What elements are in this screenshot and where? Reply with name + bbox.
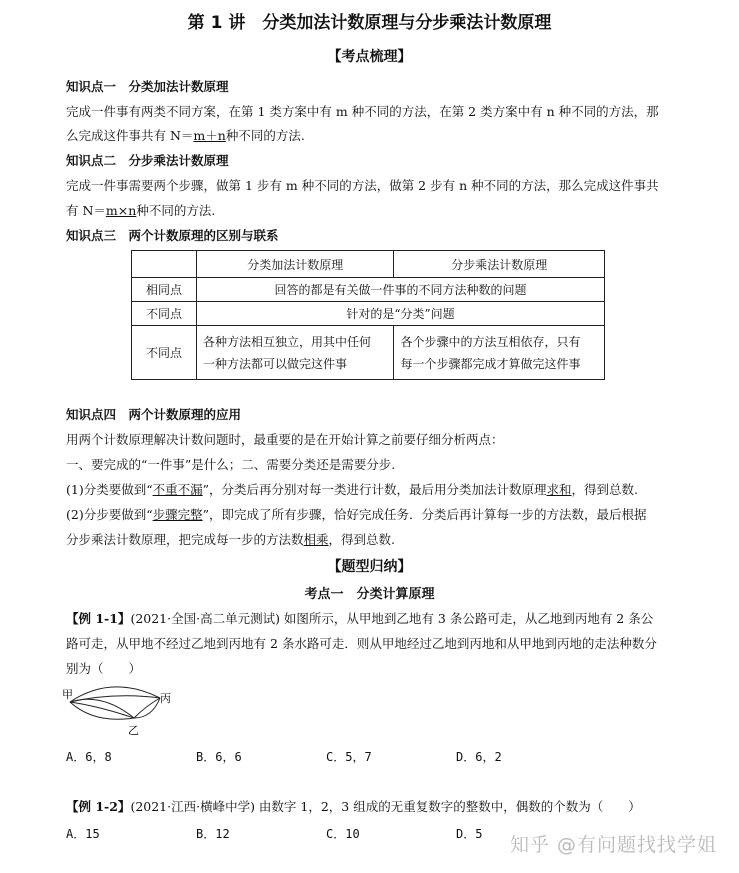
table-cell-line: 一种方法都可以做完这件事 xyxy=(203,356,348,371)
table-header-multiplicative: 分步乘法计数原理 xyxy=(394,251,605,278)
table-row-label: 不同点 xyxy=(132,302,197,326)
table-cell xyxy=(197,326,394,380)
road-2 xyxy=(70,702,134,718)
kp2-heading: 知识点二 分步乘法计数原理 xyxy=(66,153,229,168)
kp2-line2-pre: 有 N＝ xyxy=(66,203,106,218)
kp4-line1: 用两个计数原理解决计数问题时，最重要的是在开始计算之前要仔细分析两点： xyxy=(66,432,504,447)
kp1-formula: m＋n xyxy=(193,128,226,143)
road-5 xyxy=(134,698,160,718)
kp1-line2 xyxy=(66,126,305,144)
table-cell-line: 各个步骤中的方法互相依存，只有 xyxy=(400,334,581,349)
option-b[interactable]: B．12 xyxy=(196,827,230,841)
table-cell-line: 各种方法相互独立，用其中任何 xyxy=(203,334,372,349)
kp2-line2-post: 种不同的方法. xyxy=(136,203,216,218)
kp1-line2-pre: 么完成这件事共有 N＝ xyxy=(66,128,194,143)
route-diagram xyxy=(62,684,182,736)
waterway-2 xyxy=(70,696,160,702)
ex2-line1 xyxy=(66,797,641,815)
option-d[interactable]: D．5 xyxy=(456,827,483,841)
table-row-label: 相同点 xyxy=(132,278,197,302)
kp4-line4 xyxy=(66,505,647,523)
text-span: ，得到总数. xyxy=(328,532,396,547)
kp1-line2-post: 种不同的方法. xyxy=(225,128,305,143)
text-span: ”，分类后再分别对每一类进行计数，最后用分类加法计数原理 xyxy=(202,482,547,497)
kp4-line2: 一、要完成的“一件事”是什么；二、需要分类还是需要分步. xyxy=(66,457,396,472)
option-c[interactable]: C．10 xyxy=(326,827,360,841)
text-span: (2021·江西·横峰中学) 由数字 1，2，3 组成的无重复数字的整数中，偶数的个数为（ ） xyxy=(130,799,641,814)
underlined-term: 求和 xyxy=(546,482,572,497)
ex1-line2: 路可走，从甲地不经过乙地到丙地有 2 条水路可走．则从甲地经过乙地到丙地和从甲地到丙地的走法种数分 xyxy=(66,636,657,651)
text-span: (2021·全国·高二单元测试) 如图所示，从甲地到乙地有 3 条公路可走，从乙地到丙地有 2 条公 xyxy=(130,611,654,626)
option-a[interactable]: A．6，8 xyxy=(66,750,112,764)
kp1-heading: 知识点一 分类加法计数原理 xyxy=(66,79,229,94)
topic-heading: 考点一 分类计算原理 xyxy=(304,587,435,602)
table-row-label: 不同点 xyxy=(132,326,197,380)
option-b[interactable]: B．6，6 xyxy=(196,750,242,764)
text-span: ，得到总数. xyxy=(571,482,639,497)
text-span: (1)分类要做到“ xyxy=(66,482,153,497)
ex2-options xyxy=(66,823,586,842)
option-c[interactable]: C．5，7 xyxy=(326,750,372,764)
kp4-line5 xyxy=(66,530,395,548)
table-cell: 回答的都是有关做一件事的不同方法种数的问题 xyxy=(197,278,605,302)
fig-label-jia: 甲 xyxy=(62,688,73,701)
ex1-line3: 别为（ ） xyxy=(66,661,142,676)
watermark: 知乎 @有问题找找学姐 xyxy=(509,834,717,856)
text-span: ”，即完成了所有步骤，恰好完成任务．分类后再计算每一步的方法数，最后根据 xyxy=(202,507,647,522)
section-heading-review: 【考点梳理】 xyxy=(327,49,412,65)
table-cell xyxy=(394,326,605,380)
option-a[interactable]: A．15 xyxy=(66,827,100,841)
route-lines xyxy=(70,687,160,719)
kp4-heading: 知识点四 两个计数原理的应用 xyxy=(66,407,242,422)
fig-label-yi: 乙 xyxy=(128,724,139,736)
table-row xyxy=(132,326,605,380)
text-span: (2)分步要做到“ xyxy=(66,507,153,522)
section-heading-types: 【题型归纳】 xyxy=(327,559,412,575)
underlined-term: 相乘 xyxy=(303,532,329,547)
text-span: 分步乘法计数原理，把完成每一步的方法数 xyxy=(66,532,304,547)
example-label: 【例 1-1】 xyxy=(66,611,131,626)
table-header-additive: 分类加法计数原理 xyxy=(197,251,394,278)
table-cell: 针对的是“分类”问题 xyxy=(197,302,605,326)
underlined-term: 步骤完整 xyxy=(152,507,203,522)
kp3-heading: 知识点三 两个计数原理的区别与联系 xyxy=(66,228,279,243)
kp2-formula: m×n xyxy=(105,203,137,218)
option-d[interactable]: D．6，2 xyxy=(456,750,502,764)
kp2-line2 xyxy=(66,201,215,219)
example-label: 【例 1-2】 xyxy=(66,799,131,814)
kp2-line1: 完成一件事需要两个步骤，做第 1 步有 m 种不同的方法，做第 2 步有 n 种不同的方法，那么完成这件事共 xyxy=(66,178,659,193)
kp4-line3 xyxy=(66,480,638,498)
ex1-line1 xyxy=(66,609,653,627)
table-cell-empty xyxy=(132,251,197,278)
table-row xyxy=(132,278,605,302)
underlined-term: 不重不漏 xyxy=(152,482,203,497)
fig-label-bing: 丙 xyxy=(160,692,171,705)
comparison-table xyxy=(131,250,605,380)
kp1-line1: 完成一件事有两类不同方案，在第 1 类方案中有 m 种不同的方法，在第 2 类方案中有 n 种不同的方法，那 xyxy=(66,104,659,119)
table-row xyxy=(132,251,605,278)
ex1-options xyxy=(66,746,586,765)
page-title: 第 1 讲 分类加法计数原理与分步乘法计数原理 xyxy=(187,13,552,33)
table-cell-line: 每一个步骤都完成才算做完这件事 xyxy=(400,356,581,371)
table-row xyxy=(132,302,605,326)
